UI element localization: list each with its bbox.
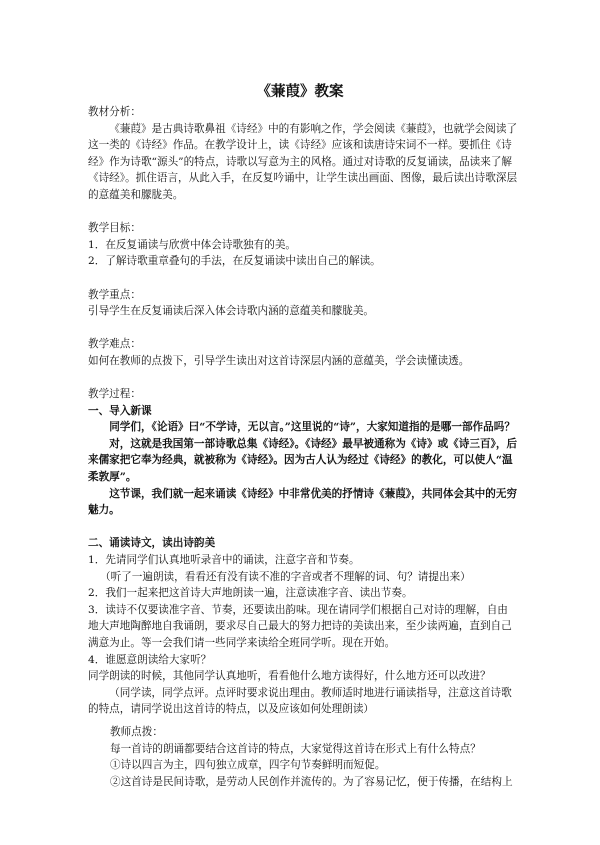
page-title: 《蒹葭》教案 <box>256 84 344 100</box>
difficulty-heading: 教学难点： <box>88 338 141 351</box>
document-body <box>88 104 518 790</box>
intro-paragraph: 对，这就是我国第一部诗歌总集《诗经》。《诗经》最早被通称为《诗》或《诗三百》，后来儒家把它奉为经典，就被称为《诗经》。因为古人认为经过《诗经》的教化，可以使人“温柔敦厚”。 <box>88 437 518 484</box>
step-4-note: （同学读，同学点评。点评时要求说出理由。教师适时地进行诵读指导，注意这首诗歌的特点，请同学说出这首诗的特点，以及应该如何处理朗读） <box>88 686 512 716</box>
intro-paragraph: 同学们，《论语》曰“不学诗，无以言。”这里说的“诗”，大家知道指的是哪一部作品吗？ <box>109 421 515 434</box>
analysis-heading: 教材分析： <box>88 106 141 118</box>
goal-item: 1．在反复诵读与欣赏中体会诗歌独有的美。 <box>88 238 297 251</box>
teacher-question: 每一首诗的朗诵都要结合这首诗的特点，大家觉得这首诗在形式上有什么特点？ <box>110 742 481 755</box>
section-title-intro: 一、导入新课 <box>88 404 152 417</box>
teacher-heading: 教师点拨： <box>110 725 163 738</box>
step-3: 3．读诗不仅要读准字音、节奏，还要读出韵味。现在请同学们根据自己对诗的理解，自由地大声地陶醉地自我诵朗，要求尽自己最大的努力把诗的美读出来，至少读两遍，直到自己满意为止。等一会我们请一些同学来读给全班同学听。现在开始。 <box>88 603 512 649</box>
process-heading: 教学过程： <box>88 388 141 401</box>
step-2: 2．我们一起来把这首诗大声地朗读一遍，注意读准字音、读出节奏。 <box>88 587 413 600</box>
difficulty-text: 如何在教师的点拨下，引导学生读出对这首诗深层内涵的意蕴美，学会读懂读透。 <box>88 354 470 367</box>
focus-text: 引导学生在反复诵读后深入体会诗歌内涵的意蕴美和朦胧美。 <box>88 305 375 318</box>
step-4: 4．谁愿意朗读给大家听？ <box>88 653 212 666</box>
teacher-point-2: ②这首诗是民间诗歌，是劳动人民创作并流传的。为了容易记忆，便于传播，在结构上 <box>110 775 513 788</box>
teacher-point-1: ①诗以四言为主，四句独立成章，四字句节奏鲜明而短促。 <box>110 759 386 772</box>
focus-heading: 教学重点： <box>88 288 141 301</box>
step-1: 1．先请同学们认真地听录音中的诵读，注意字音和节奏。 <box>88 554 360 567</box>
goal-item: 2．了解诗歌重章叠句的手法，在反复诵读中读出自己的解读。 <box>88 255 381 268</box>
analysis-paragraph: 《蒹葭》是古典诗歌鼻祖《诗经》中的有影响之作，学会阅读《蒹葭》，也就学会阅读了这一类的《诗经》作品。在教学设计上，读《诗经》应该和读唐诗宋词不一样。要抓住《诗经》作为诗歌“源头”的特点，诗歌以写意为主的风格。通过对诗歌的反复诵读，品读来了解《诗经》。抓住语言，从此入手，在反复吟诵中，让学生读出画面、图像，最后读出诗歌深层的意蕴美和朦胧美。 <box>88 122 518 201</box>
intro-paragraph: 这节课，我们就一起来诵读《诗经》中非常优美的抒情诗《蒹葭》，共同体会其中的无穷魅力。 <box>88 487 518 517</box>
goals-heading: 教学目标： <box>88 222 141 235</box>
step-4-text: 同学朗读的时候，其他同学认真地听，看看他什么地方读得好，什么地方还可以改进？ <box>88 670 491 683</box>
section-title-reading: 二、诵读诗文，读出诗韵美 <box>88 537 216 550</box>
step-1-note: （听了一遍朗读，看看还有没有读不准的字音或者不理解的词、句？请提出来） <box>100 570 471 583</box>
